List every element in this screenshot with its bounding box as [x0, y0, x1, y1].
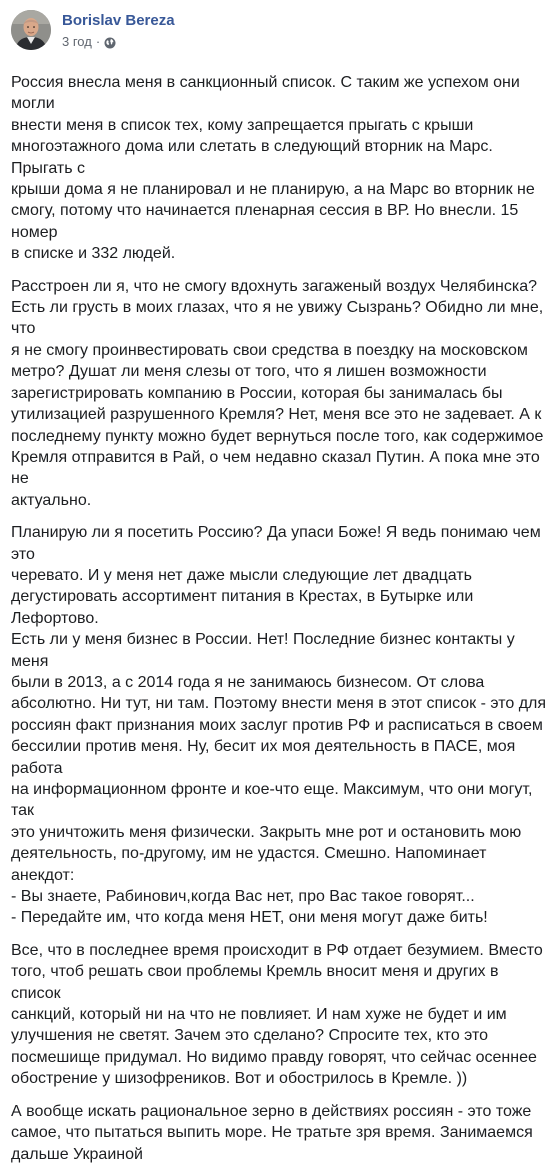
post-paragraph: Все, что в последнее время происходит в РФ отдает безумием. Вместо того, чтоб решать свои проблемы Кремль вносит меня и других в список санкций, который ни на что не повлияет. И нам хуже не будет и им улучшения не светят. Зачем это сделано? Спросите тех, кто это посмешище придумал. Но видимо правду говорят, что сейчас осеннее обострение у шизофреников. Вот и обострилось в Кремле. )) — [11, 941, 543, 1088]
post-timestamp[interactable]: 3 год — [62, 34, 92, 49]
post-paragraph: Расстроен ли я, что не смогу вдохнуть загаженый воздух Челябинска? Есть ли грусть в моих глазах, что я не увижу Сызрань? Обидно ли мне, что я не смогу проинвестировать свои средства в поездку на московском метро? Душат ли меня слезы от того, что я лишен возможности зарегистрировать компанию в России, которая бы занималась бы утилизацией разрушенного Кремля? Нет, меня все это не задевает. А к последнему пункту можно будет вернуться после того, как содержимое Кремля отправится в Рай, о чем недавно сказал Путин. А пока мне это не актуально. — [11, 277, 544, 509]
post-paragraph: Россия внесла меня в санкционный список. С таким же успехом они могли внести меня в список тех, кому запрещается прыгать с крыши многоэтажного дома или слетать в следующий вторник на Марс. Прыгать с крыши дома я не планировал и не планирую, а на Марс во вторник не смогу, потому что начинается пленарная сессия в ВР. Но внесли. 15 номер в списке и 332 людей. — [11, 74, 535, 263]
author-avatar[interactable] — [11, 10, 51, 50]
post-meta — [62, 11, 175, 51]
meta-separator: · — [95, 34, 101, 49]
post-subline — [62, 33, 175, 51]
globe-icon[interactable] — [104, 36, 116, 48]
author-name[interactable]: Borislav Bereza — [62, 12, 175, 29]
post-body — [11, 72, 551, 1176]
post-paragraph: Планирую ли я посетить Россию? Да упаси Боже! Я ведь понимаю чем это черевато. И у меня нет даже мысли следующие лет двадцать дегустировать ассортимент питания в Крестах, в Бутырке или Лефортово. Есть ли у меня бизнес в России. Нет! Последние бизнес контакты у меня были в 2013, а с 2014 года я не занимаюсь бизнесом. От слова абсолютно. Ни тут, ни там. Поэтому внести меня в этот список - это для россиян факт признания моих заслуг против РФ и расписаться в своем бессилии против меня. Ну, бесит их моя деятельность в ПАСЕ, моя работа на информационном фронте и кое-что еще. Максимум, что они могут, так это уничтожить меня физически. Закрыть мне рот и остановить мою деятельность, по-другому, им не удастся. Смешно. Напоминает анекдот: - Вы знаете, Рабинович,когда Вас нет, про Вас такое говорят... - Передайте им, что когда меня НЕТ, они меня могут даже бить! — [11, 524, 547, 927]
post-header — [11, 10, 175, 58]
profile-photo-icon — [11, 10, 51, 50]
post-paragraph: А вообще искать рациональное зерно в действиях россиян - это тоже самое, что пытаться выпить море. Не тратьте зря время. Занимаемся дальше Украиной — [11, 1102, 533, 1163]
